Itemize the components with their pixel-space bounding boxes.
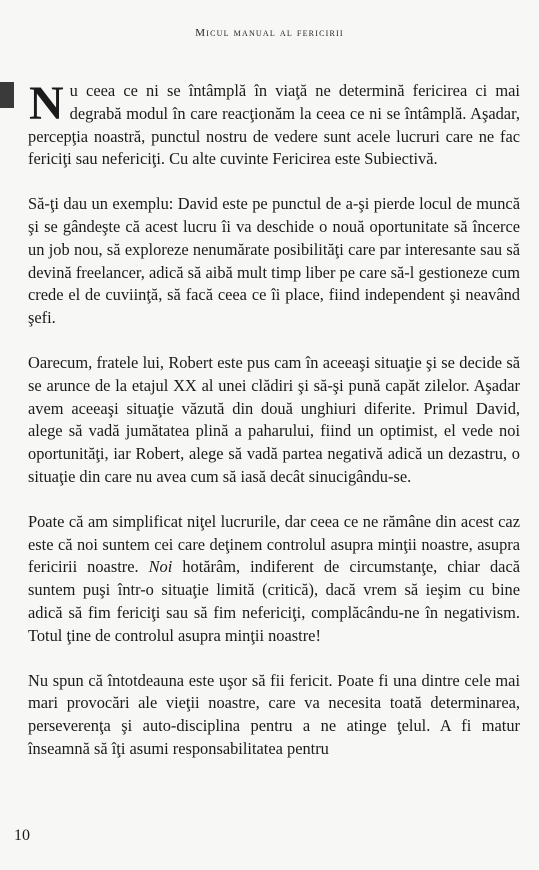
paragraph-3: Oarecum, fratele lui, Robert este pus cam în aceeaşi situaţie şi se decide să se arunce de la etajul XX al unei clădiri şi să-şi pună capăt zilelor. Aşadar avem aceeaşi situaţie văzută din două unghiuri diferite. Primul David, alege să vadă jumătatea plină a paharului, fiind un optimist, el vede noi oportunităţi, iar Robert, alege să vadă partea negativă adică un dezastru, o situaţie din care nu avea cum să iasă decât sinucigându-se. [28,352,520,486]
paragraph-4-text-a: Poate că am simplificat niţel lucrurile, dar ceea ce ne rămâne din acest caz este că noi suntem cei care deţinem controlul asupra minţii noastre, asupra fericirii noastre. [28,511,520,577]
page-number: 10 [14,827,30,844]
paragraph-4-emphasis: Noi [148,557,173,577]
paragraph-1-text: u ceea ce ni se întâmplă în viaţă ne determină fericirea ci mai degrabă modul în care reacţionăm la ceea ce ni se întâmplă. Aşadar, percepţia noastră, punctul nostru de vedere sunt acele lucruri care ne fac fericiţi sau nefericiţi. Cu alte cuvinte Fericirea este Subiectivă. [28,81,520,169]
body-text [28,77,520,783]
paragraph-4-text-b: hotărâm, indiferent de circumstanţe, chiar dacă suntem puşi într-o situaţie limită (critică), dacă vrem să ieşim cu bine adică să fim fericiţi sau să fim nefericiţi, complăcându-ne în negativism. Totul ţine de controlul asupra minţii noastre! [28,557,520,645]
thumb-index-mark [0,82,14,108]
paragraph-5: Nu spun că întotdeauna este uşor să fii fericit. Poate fi una dintre cele mai mari provocări ale vieţii noastre, care va necesita toată determinarea, perseverenţa şi auto-disciplina pentru a ne atinge ţelul. A fi matur înseamnă să îţi asumi responsabilitatea pentru [28,670,520,758]
running-header: Micul manual al fericirii [195,27,344,39]
paragraph-1 [28,77,520,171]
paragraph-4 [28,511,520,648]
paragraph-2: Să-ţi dau un exemplu: David este pe punctul de a-şi pierde locul de muncă şi se gândeşte că acest lucru îi va deschide o nouă oportunitate să încerce un job nou, să exploreze nenumărate posibilităţi care par interesante sau să devină freelancer, adică să aibă mult timp liber pe care să-l gestioneze cum crede el de cuviinţă, să facă ceea ce îi place, fiind independent şi neavând şefi. [28,194,520,328]
drop-cap: N [29,77,64,130]
